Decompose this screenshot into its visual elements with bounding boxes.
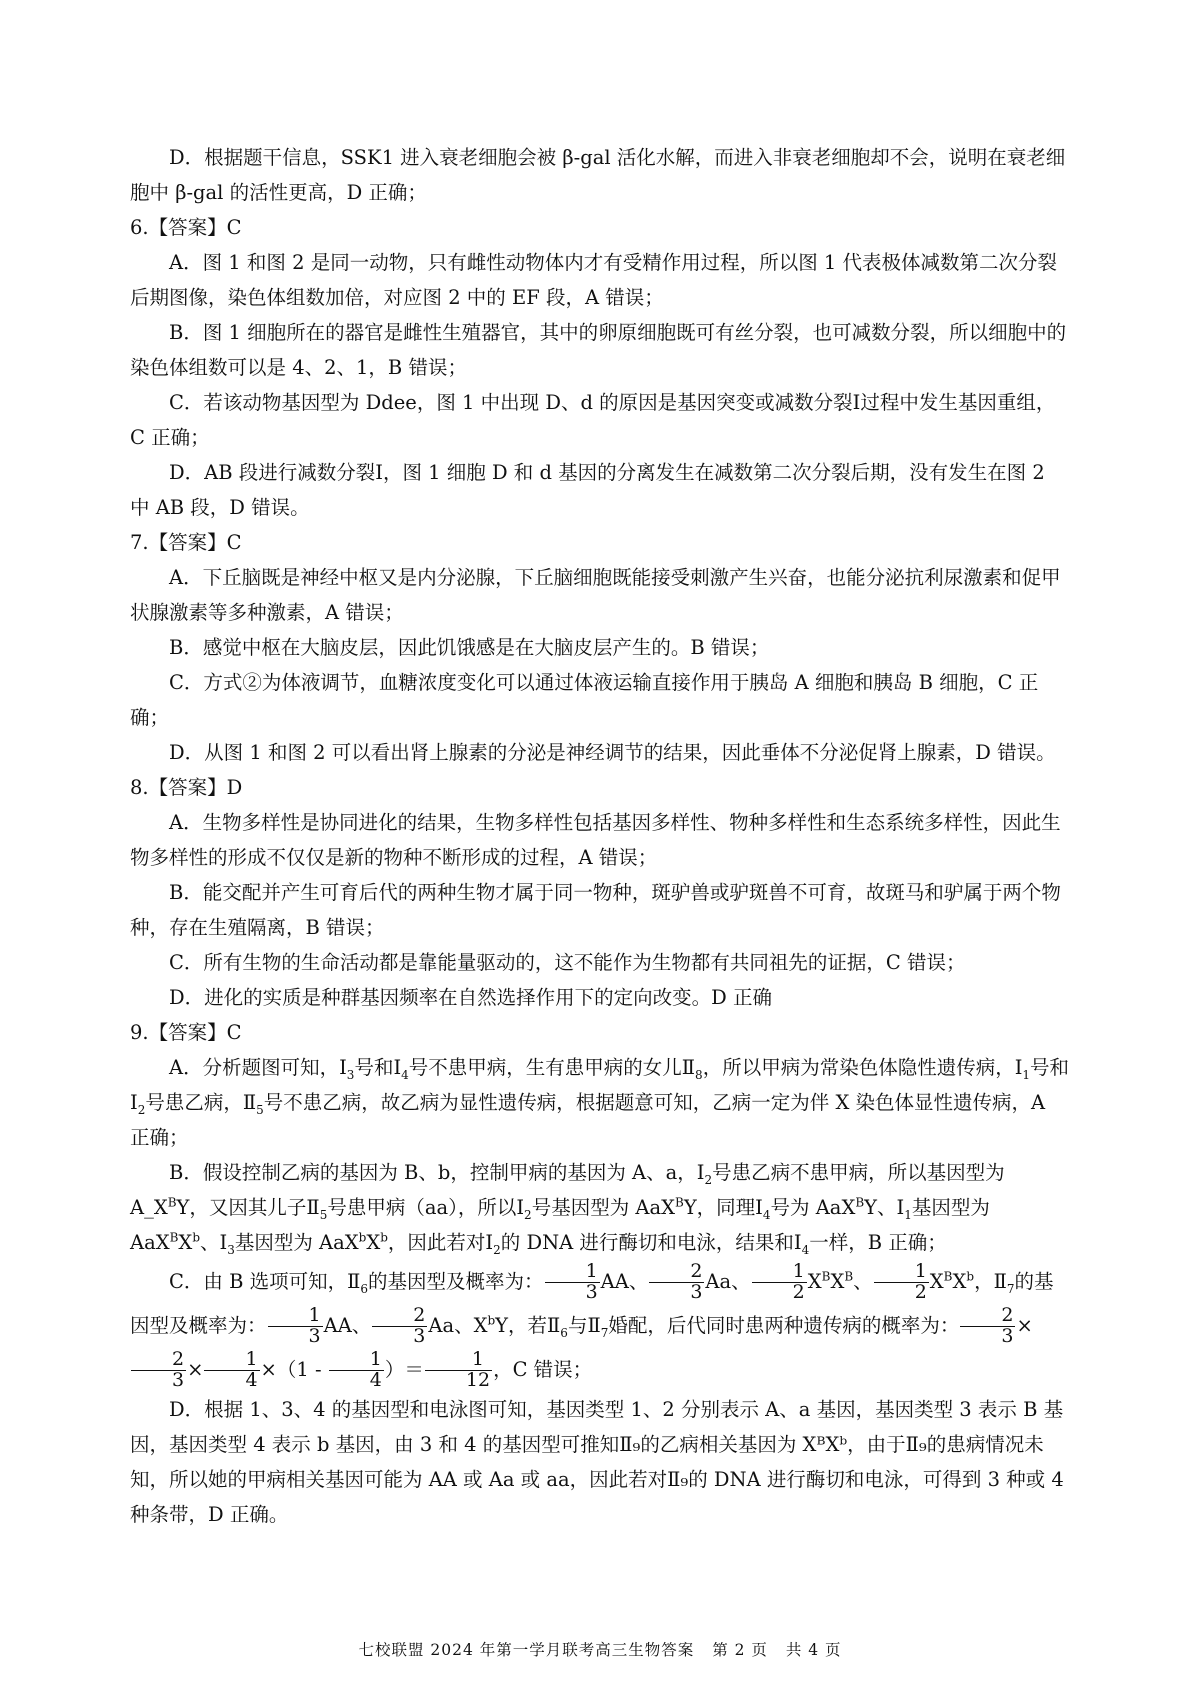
footer-title: 七校联盟 2024 年第一学月联考高三生物答案: [358, 1641, 695, 1659]
q7-option-d: D．从图 1 和图 2 可以看出肾上腺素的分泌是神经调节的结果，因此垂体不分泌促肾上腺素，D 错误。: [169, 741, 1056, 764]
q7-option-b: B．感觉中枢在大脑皮层，因此饥饿感是在大脑皮层产生的。B 错误；: [169, 636, 770, 659]
q9-option-a: A．分析题图可知，$Ⅰ_3$号和$Ⅰ_4$号不患甲病，生有患甲病的女儿$Ⅱ_8$，所以甲病为常染色体隐性遗传病，$Ⅰ_1$号和$Ⅰ_2$号患乙病，$Ⅱ_5$号不患乙病，故乙病为显性遗传病，根据题意可知，乙病一定为伴 X 染色体显性遗传病，A 正确；: [130, 1056, 1070, 1149]
q9-option-c: C．由 B 选项可知，$Ⅱ_6$的基因型及概率为： $\frac{1}{3}$ AA、 $\frac{2}{3}$ Aa、 $\frac{1}{2}$ $X^BX^B$、 $\frac{1}{2}$ $X^BX^b$，$Ⅱ_7$的基因型及概率为： $\frac{1}{3}$ AA、 $\frac{2}{3}$ Aa、$X^bY$，若$Ⅱ_6$与$Ⅱ_7$婚配，后代同时患两种遗传病的概率为： $\frac{2}{3}$ × $\frac{2}{3}$ × $\frac{1}{4}$ ×（1 - $\frac{1}{4}$ ）＝ $\frac{1}{12}$ ，C 错误；: [130, 1260, 1054, 1391]
q8-option-a: A．生物多样性是协同进化的结果，生物多样性包括基因多样性、物种多样性和生态系统多样性，因此生物多样性的形成不仅仅是新的物种不断形成的过程，A 错误；: [130, 811, 1061, 869]
q9-option-d: D．根据 1、3、4 的基因型和电泳图可知，基因类型 1、2 分别表示 A、a 基因，基因类型 3 表示 B 基因，基因类型 4 表示 b 基因，由 3 和 4 的基因型可推知Ⅱ₉的乙病相关基因为 XᴮXᵇ，由于Ⅱ₉的患病情况未知，所以她的甲病相关基因可能为 AA 或 Aa 或 aa，因此若对Ⅱ₉的 DNA 进行酶切和电泳，可得到 3 种或 4 种条带，D 正确。: [130, 1398, 1064, 1526]
q7-option-a: A．下丘脑既是神经中枢又是内分泌腺，下丘脑细胞既能接受刺激产生兴奋，也能分泌抗利尿激素和促甲状腺激素等多种激素，A 错误；: [130, 566, 1061, 624]
q7-answer: 7.【答案】C: [130, 531, 242, 554]
fraction: $\frac{1}{2}$: [752, 1262, 807, 1303]
fraction: $\frac{1}{12}$: [425, 1350, 492, 1391]
q5-option-d: D．根据题干信息，SSK1 进入衰老细胞会被 β-gal 活化水解，而进入非衰老细胞却不会，说明在衰老细胞中 β-gal 的活性更高，D 正确；: [130, 146, 1066, 204]
page-footer: [0, 1638, 1200, 1660]
fraction: $\frac{1}{3}$: [268, 1306, 323, 1347]
q7-option-c: C．方式②为体液调节，血糖浓度变化可以通过体液运输直接作用于胰岛 A 细胞和胰岛 B 细胞，C 正确；: [130, 671, 1039, 729]
footer-page-number: 第 2 页: [712, 1641, 768, 1659]
q6-answer: 6.【答案】C: [130, 216, 242, 239]
q8-option-c: C．所有生物的生命活动都是靠能量驱动的，这不能作为生物都有共同祖先的证据，C 错误；: [169, 951, 966, 974]
q6-option-a: A．图 1 和图 2 是同一动物，只有雌性动物体内才有受精作用过程，所以图 1 代表极体减数第二次分裂后期图像，染色体组数加倍，对应图 2 中的 EF 段，A 错误；: [130, 251, 1057, 309]
fraction: $\frac{1}{4}$: [329, 1350, 384, 1391]
fraction: $\frac{2}{3}$: [960, 1306, 1015, 1347]
q6-option-c: C．若该动物基因型为 Ddee，图 1 中出现 D、d 的原因是基因突变或减数分裂Ⅰ过程中发生基因重组，C 正确；: [130, 391, 1056, 449]
q9-option-b: B．假设控制乙病的基因为 B、b，控制甲病的基因为 A、a，$Ⅰ_2$号患乙病不患甲病，所以基因型为 $A\_X^BY$，又因其儿子$Ⅱ_5$号患甲病（aa），所以$Ⅰ_2$号基因型为 AaX$^B$Y，同理$Ⅰ_4$号为 AaX$^B$Y、$Ⅰ_1$基因型为 $AaX^BX^b$、$Ⅰ_3$基因型为 $AaX^bX^b$，因此若对$Ⅰ_2$的 DNA 进行酶切和电泳，结果和$Ⅰ_4$一样，B 正确；: [130, 1161, 1005, 1257]
fraction: $\frac{2}{3}$: [372, 1306, 427, 1347]
q8-answer: 8.【答案】D: [130, 776, 243, 799]
answer-content: [130, 140, 1070, 1532]
q6-option-b: B．图 1 细胞所在的器官是雌性生殖器官，其中的卵原细胞既可有丝分裂，也可减数分裂，所以细胞中的染色体组数可以是 4、2、1，B 错误；: [130, 321, 1067, 379]
q9-answer: 9.【答案】C: [130, 1021, 242, 1044]
fraction: $\frac{1}{3}$: [545, 1262, 600, 1303]
footer-total-pages: 共 4 页: [785, 1641, 842, 1659]
q6-option-d: D．AB 段进行减数分裂Ⅰ，图 1 细胞 D 和 d 基因的分离发生在减数第二次分裂后期，没有发生在图 2 中 AB 段，D 错误。: [130, 461, 1045, 519]
fraction: $\frac{2}{3}$: [131, 1350, 186, 1391]
q8-option-b: B．能交配并产生可育后代的两种生物才属于同一物种，斑驴兽或驴斑兽不可育，故斑马和驴属于两个物种，存在生殖隔离，B 错误；: [130, 881, 1061, 939]
fraction: $\frac{1}{4}$: [204, 1350, 259, 1391]
fraction: $\frac{2}{3}$: [649, 1262, 704, 1303]
fraction: $\frac{1}{2}$: [874, 1262, 929, 1303]
q8-option-d: D．进化的实质是种群基因频率在自然选择作用下的定向改变。D 正确: [169, 986, 772, 1009]
